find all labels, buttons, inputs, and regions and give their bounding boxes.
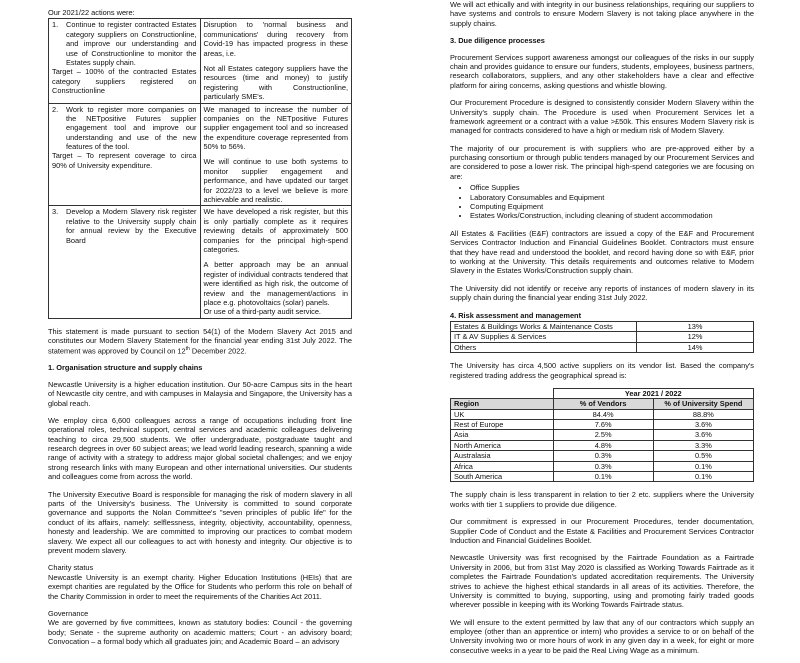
progress-cell xyxy=(200,103,352,206)
contractor-paragraph: All Estates & Facilities (E&F) contractors are issued a copy of the E&F and Procurement Services Contractor Induction and Financial Guidelines Booklet. Contractors must ensure that they have read and understood the booklet, and record having done so with E&F, prior to working at the University. This details requirements and outcomes relative to Modern Slavery in the Estates Works/Construction supply chain. xyxy=(450,228,754,276)
list-item: • Computing Equipment xyxy=(470,202,754,211)
table-row xyxy=(451,388,754,398)
action-target: Target – 100% of the contracted Estates category suppliers registered on Constructionline xyxy=(52,67,197,96)
section-3-heading: 3. Due diligence processes xyxy=(450,36,545,46)
risk-percent: 14% xyxy=(637,342,754,352)
table-row xyxy=(451,332,754,342)
risk-category: Estates & Buildings Works & Maintenance Costs xyxy=(451,321,637,331)
high-spend-category-list xyxy=(450,183,754,221)
action-cell xyxy=(49,103,201,206)
table-row: UK 84.4% 88.8% xyxy=(451,409,754,419)
actions-intro: Our 2021/22 actions were: xyxy=(48,8,135,17)
risk-spend-table xyxy=(450,321,754,353)
living-wage-paragraph: We will ensure to the extent permitted by law that any of our contractors which supply an employee (other than an apprentice or intern) who provides a service to or on behalf of the University involving two or more hours of work in any given day in a week, for eight or more consecutive weeks in a year to be paid the Real Living Wage as a minimum. xyxy=(450,617,754,655)
due-diligence-paragraph: Procurement Services support awareness amongst our colleagues of the risks in our supply chain and provides guidance to ensure our funders, students, employees, business partners, research collaborators, suppliers, and any other stakeholders have a clear and effective platform for airing concerns, asking questions and whistle blowing. xyxy=(450,52,754,90)
action-text: Continue to register contracted Estates category suppliers on Constructionline, and improve our understanding and use of Constructionline to monitor the Estates supply chain. xyxy=(66,20,197,67)
left-column xyxy=(48,8,352,655)
org-paragraph: Newcastle University is a higher education institution. Our 50-acre Campus sits in the heart of Newcastle city centre, and with campuses in Malaysia and Singapore, the University has a global reach. xyxy=(48,379,352,408)
risk-category: IT & AV Supplies & Services xyxy=(451,332,637,342)
progress-text: We have developed a risk register, but this is only partially complete as it requires reviewing details of approximately 500 companies for the principal high-spend categories. xyxy=(203,207,348,254)
progress-text: Not all Estates category suppliers have the resources (time and money) to justify registering with Constructionline, particularly SME's. xyxy=(203,63,348,102)
ethics-paragraph: We will act ethically and with integrity in our business relationships, requiring our suppliers to have systems and controls to ensure Modern Slavery is not taking place anywhere in the supply chains. xyxy=(450,0,754,28)
action-row-1 xyxy=(49,19,352,103)
table-row xyxy=(451,342,754,352)
charity-paragraph: Newcastle University is an exempt charity. Higher Education Institutions (HEIs) that are exempt charities are regulated by the Office for Students who perform this role on behalf of the Charity Commission in order to meet the requirements of the Charities Act 2011. xyxy=(48,572,352,601)
table-row: Africa 0.3% 0.1% xyxy=(451,461,754,471)
progress-text: A better approach may be an annual register of individual contracts tendered that were identified as high risk, the outcome of review and the management/actions in place e.g. photovoltaics (solar) panels. Or use of a third-party audit service. xyxy=(203,260,348,317)
org-paragraph: The University Executive Board is responsible for managing the risk of modern slavery in all parts of the University's business. The University is committed to sound corporate governance and supports the Nolan Committee's "seven principles of public life" for the conduct of its affairs, namely: selflessness, integrity, objectivity, accountability, openness, honesty and leadership. We are committed to improving our practices to combat modern slavery. We expect all our colleagues to act with honesty and integrity. Our objective is to prevent modern slavery. xyxy=(48,489,352,555)
table-header-row xyxy=(451,399,754,409)
progress-cell xyxy=(200,19,352,103)
right-column xyxy=(450,0,754,663)
action-cell xyxy=(49,206,201,318)
list-item: • Estates Works/Construction, including cleaning of student accommodation xyxy=(470,211,754,220)
action-text: Develop a Modern Slavery risk register relative to the University supply chain for annual review by the Executive Board xyxy=(66,207,197,245)
actions-table xyxy=(48,18,352,318)
statement-approval: This statement is made pursuant to section 54(1) of the Modern Slavery Act 2015 and constitutes our Modern Slavery Statement for the financial year ending 31st July 2022. The statement was approved by Council on 12th December 2022. xyxy=(48,326,352,355)
list-item: • Laboratory Consumables and Equipment xyxy=(470,193,754,202)
risk-category: Others xyxy=(451,342,637,352)
governance-paragraph: We are governed by five committees, known as statutory bodies: Council - the governing body; Senate - the supreme authority on academic matters; Court - an advisory board; Convocation – a formal body which all graduates join; and Academic Board – an advisory xyxy=(48,618,352,647)
progress-text: We managed to increase the number of companies on the NETpositive Futures supplier engagement tool and so increased the expenditure coverage represented from 50% to 56%. xyxy=(203,104,348,152)
vendor-paragraph: The University has circa 4,500 active suppliers on its vendor list. Based the company's registered trading address the geographical spread is: xyxy=(450,361,754,380)
no-reports-paragraph: The University did not identify or receive any reports of instances of modern slavery in its supply chain during the financial year ending 31st July 2022. xyxy=(450,283,754,303)
risk-percent: 13% xyxy=(637,321,754,331)
risk-percent: 12% xyxy=(637,332,754,342)
action-number: 2. xyxy=(52,104,59,114)
commitment-paragraph: Our commitment is expressed in our Procurement Procedures, tender documentation, Supplier Code of Conduct and the Estate & Facilities and Procurement Services Contractor Induction and Financial Guidelines Booklet. xyxy=(450,517,754,545)
section-1-heading: 1. Organisation structure and supply chains xyxy=(48,363,203,373)
table-row xyxy=(451,321,754,331)
year-label: Year 2021 / 2022 xyxy=(553,388,754,398)
tier-paragraph: The supply chain is less transparent in relation to tier 2 etc. suppliers where the University works with tier 1 suppliers to provide due diligence. xyxy=(450,490,754,509)
column-header: % of University Spend xyxy=(653,399,753,409)
progress-text: We will continue to use both systems to monitor supplier engagement and performance, and have updated our target for 2022/23 to a level we believe is more achievable and realistic. xyxy=(203,157,348,205)
action-text: Work to register more companies on the NETpositive Futures supplier engagement tool and improve our understanding and use of the new features of the tool. xyxy=(66,104,197,152)
table-row: Rest of Europe 7.6% 3.6% xyxy=(451,420,754,430)
column-header: Region xyxy=(451,399,554,409)
table-row: North America 4.8% 3.3% xyxy=(451,440,754,450)
org-paragraph: We employ circa 6,600 colleagues across a range of occupations including front line operational roles, technical support, central services and academic colleagues delivering teaching to circa 29,500 students. We offer undergraduate, postgraduate taught and research degrees in over 60 subject areas; we lead world leading research, spanning a wide range of activity with a strategy to address major global societal challenges; and we enjoy strong research links with many European and other international universities. Our students and colleagues come from across the world. xyxy=(48,415,352,482)
geographic-spread-table xyxy=(450,388,754,483)
action-number: 3. xyxy=(52,207,59,217)
charity-heading: Charity status xyxy=(48,563,94,573)
progress-text: Disruption to 'normal business and communications' during recovery from Covid-19 has impacted progress in these areas, i.e. xyxy=(203,20,348,58)
action-number: 1. xyxy=(52,20,59,30)
due-diligence-paragraph: The majority of our procurement is with suppliers who are pre-approved either by a purchasing consortium or through public tenders managed by our Procurement Services and are considered to pose a lower risk. The principal high-spend categories we are focusing on are: xyxy=(450,143,754,181)
action-target: Target – To represent coverage to circa 90% of University expenditure. xyxy=(52,151,197,170)
due-diligence-paragraph: Our Procurement Procedure is designed to consistently consider Modern Slavery within the University's supply chain. The Procedure is used when Procurement Services let a framework agreement or a contract with a value >£50k. This ensures Modern Slavery risk is managed for contracts considered to have a high or medium risk of Modern Slavery. xyxy=(450,98,754,136)
column-header: % of Vendors xyxy=(553,399,653,409)
action-row-2 xyxy=(49,103,352,206)
fairtrade-paragraph: Newcastle University was first recognised by the Fairtrade Foundation as a Fairtrade University in 2006, but from 31st May 2020 is classified as Working Towards Fairtrade as it completes the Fairtrade Foundation's updated accreditation requirements. The University strives to achieve the highest ethical standards in all areas of its activities. Therefore, the University is committed to buying, supporting, using and promoting fairly traded goods wherever possible in keeping with its Working Towards Fairtrade status. xyxy=(450,553,754,610)
governance-heading: Governance xyxy=(48,608,89,618)
section-4-heading: 4. Risk assessment and management xyxy=(450,310,582,320)
table-row: Asia 2.5% 3.6% xyxy=(451,430,754,440)
table-row: Australasia 0.3% 0.5% xyxy=(451,451,754,461)
action-row-3 xyxy=(49,206,352,318)
list-item: • Office Supplies xyxy=(470,183,754,192)
progress-cell xyxy=(200,206,352,318)
action-cell xyxy=(49,19,201,103)
table-row: South America 0.1% 0.1% xyxy=(451,472,754,482)
